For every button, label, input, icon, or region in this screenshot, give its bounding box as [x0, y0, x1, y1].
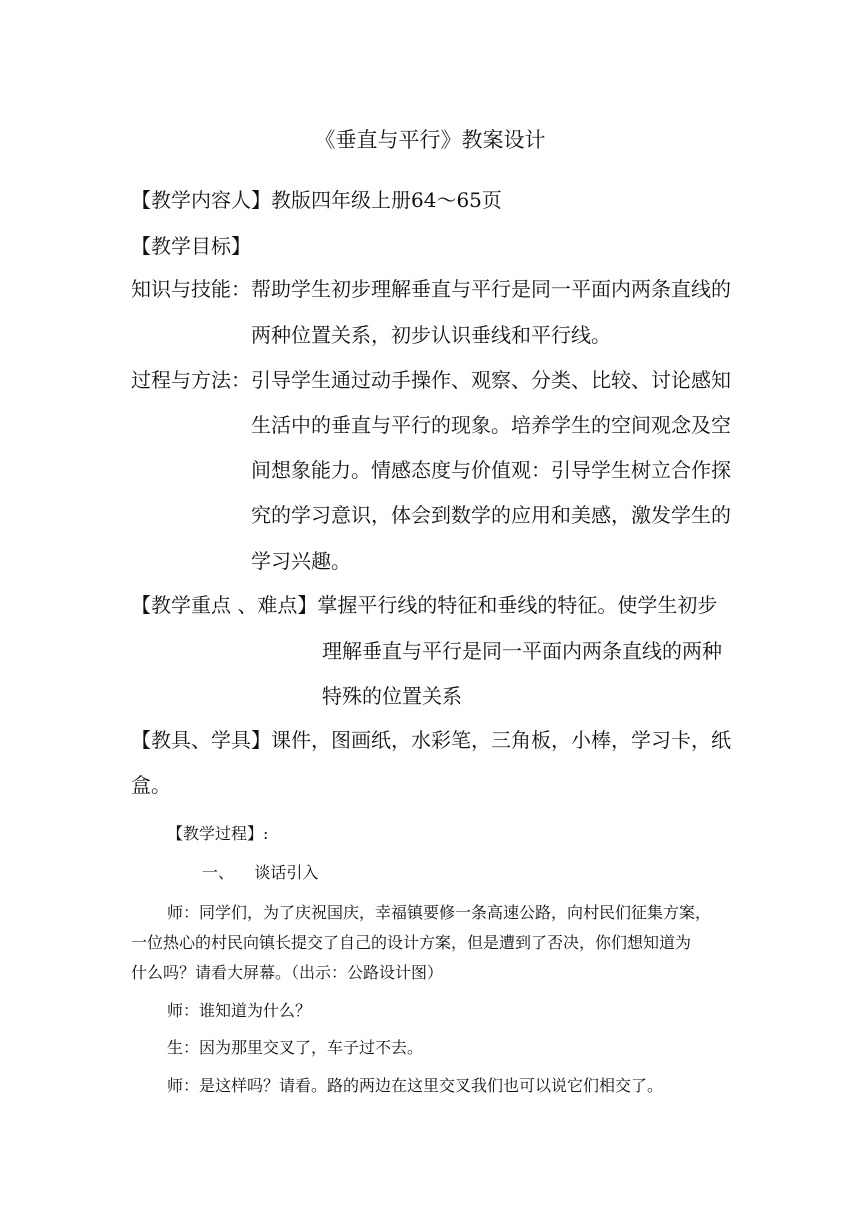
tools-line-1: 【教具、学具】课件，图画纸，水彩笔，三角板，小棒，学习卡，纸	[131, 728, 731, 752]
key-points-line-3: 特殊的位置关系	[322, 684, 462, 708]
dialog-line-2: 生：因为那里交叉了，车子过不去。	[167, 1038, 424, 1057]
process-line-5: 学习兴趣。	[251, 549, 351, 573]
tools-line-2: 盒。	[131, 773, 171, 797]
content-line: 【教学内容人】教版四年级上册64～65页	[131, 188, 502, 212]
document-title: 《垂直与平行》教案设计	[314, 128, 546, 152]
dialog-line-3: 师：是这样吗？请看。路的两边在这里交叉我们也可以说它们相交了。	[167, 1076, 664, 1095]
process-line-2: 生活中的垂直与平行的现象。培养学生的空间观念及空	[251, 413, 731, 437]
key-points-line-2: 理解垂直与平行是同一平面内两条直线的两种	[322, 639, 722, 663]
process-line-1: 过程与方法：引导学生通过动手操作、观察、分类、比较、讨论感知	[131, 368, 731, 392]
knowledge-line-2: 两种位置关系，初步认识垂线和平行线。	[251, 323, 611, 347]
process-line-3: 间想象能力。情感态度与价值观：引导学生树立合作探	[251, 458, 731, 482]
paragraph-line-3: 什么吗？请看大屏幕。（出示：公路设计图）	[131, 963, 444, 982]
knowledge-line-1: 知识与技能：帮助学生初步理解垂直与平行是同一平面内两条直线的	[131, 277, 731, 301]
paragraph-line-2: 一位热心的村民向镇长提交了自己的设计方案，但是遭到了否决，你们想知道为	[131, 933, 692, 952]
section-heading-1: 一、 谈话引入	[202, 863, 319, 882]
process-heading: 【教学过程】:	[167, 824, 269, 843]
goal-heading: 【教学目标】	[131, 234, 251, 258]
process-line-4: 究的学习意识，体会到数学的应用和美感，激发学生的	[251, 503, 731, 527]
dialog-line-1: 师：谁知道为什么？	[167, 1001, 312, 1020]
paragraph-line-1: 师：同学们，为了庆祝国庆，幸福镇要修一条高速公路，向村民们征集方案，	[167, 903, 712, 922]
key-points-line-1: 【教学重点 、难点】掌握平行线的特征和垂线的特征。使学生初步	[131, 593, 718, 617]
